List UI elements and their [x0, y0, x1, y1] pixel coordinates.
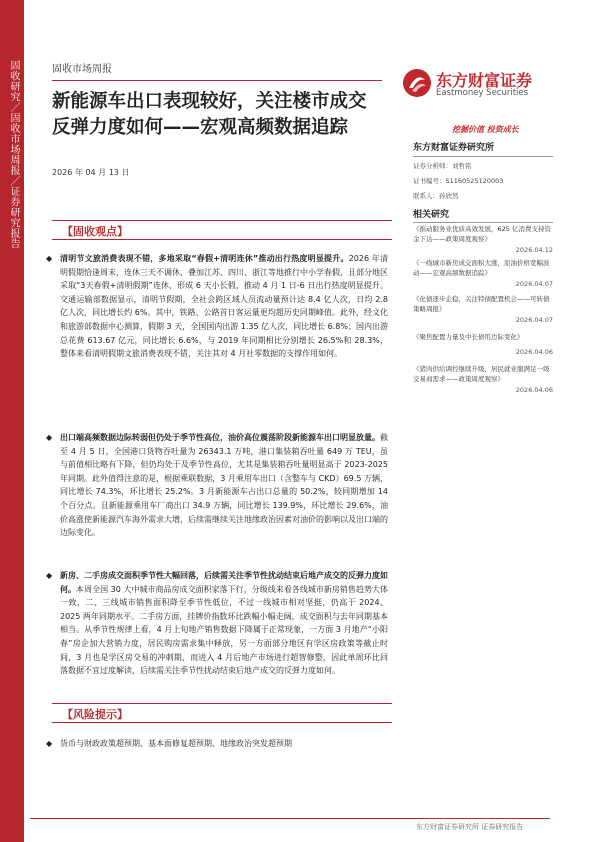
diamond-bullet-icon: ◆ — [46, 571, 53, 580]
view-paragraph-2-body: 截至 4 月 5 日，全国港口货物吞吐量为 26343.1 万吨，港口集装箱吞吐量 649 万 TEU，虽与前值相比略有下降，但仍均处于及季节性高位，尤其是集装箱吞吐量明显高于 2023-2025 年同期。此外值得注意的是，根据乘联数据，3 月乘用车出口（含整车与 CKD）69.5 万辆，同比增长 74.3%，环比增长 25.2%。3 月新能源车占出口总量的 50.2%，较同期增加 14 个百分点。且新能源乘用车厂商出口 34.9 万辆，同比增长 139.9%，环比增长 29.6%，油价高涨使新能源汽车海外需求大增，后续需继续关注地缘政治因素对油价的影响以及出口端的边际变化。 — [60, 433, 388, 538]
sidebar-band — [0, 0, 24, 842]
section-views-header — [52, 220, 392, 240]
section-views-title: 【固收观点】 — [62, 225, 128, 238]
section-risk-title: 【风险提示】 — [62, 708, 128, 721]
view-paragraph-3 — [60, 569, 388, 678]
contact-line — [413, 191, 459, 200]
view-paragraph-1 — [60, 252, 388, 361]
view-paragraph-3-lead: 新房、二手房成交面积季节性大幅回落，后续需关注季节性扰动结束后地产成交的反弹力度如何。 — [60, 571, 388, 594]
related-date: 2026.04.06 — [515, 386, 553, 394]
page-title: 新能源车出口表现较好，关注楼市成交反弹力度如何——宏观高频数据追踪 — [52, 91, 367, 138]
view-paragraph-1-body: 2026 年清明假期恰逢周末，连休三天不调休，叠加江苏、四川、浙江等地推行中小学春假，且部分地区采取“3天春假+清明假期”连休，形成 6 天小长假，推动 4 月 1 日-6 日出行热度明显提升。交通运输部数据显示，清明节假期，全社会跨区域人员流动量预计达 8.4 亿人次，日均 2.8 亿人次，同比增长约 6%。其中，铁路、公路首日客运量更均超历史同期峰值。此外，经文化和旅游部数据中心测算，假期 3 天，全国国内出游 1.35 亿人次，同比增长 6.8%；国内出游总花费 613.67 亿元，同比增长 6.6%，与 2019 年同期相比分别增长 26.5%和 28.3%，整体来看清明假期文旅消费表现不错，关注其对 4 月社零数据的支撑作用如何。 — [60, 254, 389, 359]
view-paragraph-2 — [60, 431, 388, 540]
logo-mark-icon — [402, 68, 432, 98]
risk-text: 货币与财政政策超预期、基本面修复超预期、地缘政治突发超预期 — [60, 739, 292, 748]
cert-line — [413, 176, 503, 185]
view-paragraph-2-lead: 出口端高频数据边际转弱但仍处于季节性高位，油价高位震荡阶段新能源车出口明显放量。 — [60, 433, 380, 442]
contact-label: 联系人： — [413, 192, 439, 200]
institute-name: 东方财富证券研究所 — [413, 140, 553, 157]
slogan: 挖掘价值 投资成长 — [452, 125, 519, 134]
view-paragraph-1-lead: 清明节文旅消费表现不错，多地采取“春假+清明连休”推动出行热度明显提升。 — [60, 254, 349, 263]
related-heading: 相关研究 — [413, 207, 553, 223]
diamond-bullet-icon: ◆ — [46, 739, 53, 748]
footer-text: 东方财富证券研究所 证券研究报告 — [416, 823, 524, 831]
analyst-label: 证券分析师： — [413, 162, 452, 170]
analyst-line — [413, 161, 472, 170]
related-item[interactable]: 《一线城市新房成交面积大涨，原油价格宽幅波动——宏观高频数据追踪》 — [413, 259, 550, 277]
related-date: 2026.04.07 — [515, 280, 553, 288]
diamond-bullet-icon: ◆ — [46, 254, 53, 263]
diamond-bullet-icon: ◆ — [46, 433, 53, 442]
related-item[interactable]: 《聚焦配置力量及中长债用边际变化》 — [413, 333, 524, 341]
logo-text-en: Eastmoney Securities — [436, 88, 529, 98]
analyst-name: 刘哲铭 — [452, 162, 472, 170]
footer-rule — [30, 818, 550, 819]
logo-text-cn: 东方财富证券 — [436, 71, 533, 90]
related-item[interactable]: 《化债逐步企稳，关注特债配置机会——可转债策略周报》 — [413, 295, 550, 313]
cert-value: S1160525120003 — [445, 177, 504, 185]
report-date: 2026 年 04 月 13 日 — [52, 168, 130, 177]
cert-label: 证书编号： — [413, 177, 446, 185]
section-risk-header — [52, 703, 392, 723]
report-type: 固收市场周报 — [52, 64, 112, 75]
brand-logo — [402, 66, 552, 106]
sidebar-label: 固收研究／固收市场周报／证券研究报告 — [8, 60, 19, 249]
title-rule — [52, 80, 382, 81]
related-item[interactable]: 《推动服务业优质高效发展，625 亿消费支持资金下达——政策周度观察》 — [413, 225, 551, 243]
related-item[interactable]: 《猪肉供给调控继续升级，居民就业服满足一级交易商需求——政策周度观察》 — [413, 365, 550, 383]
related-date: 2026.04.07 — [515, 316, 553, 324]
contact-name: 孙欣然 — [439, 192, 459, 200]
view-paragraph-3-body: 本周全国 30 大中城市商品房成交面积家落下行，分级线来看各线城市新房销售趋势大体一致，二、三线城市销售面积降至季节性低位，不过一线城市相对坚挺，仍高于 2024、2025 两年同期水平。二手房方面，挂牌价指数环比跌幅小幅走阔，成交面积与去年同期基本相当。从季节性规律上看，4 月上旬地产销售数据下降属于正常现象，一方面 3 月地产“小阳春”房企加大营销力度，居民购房需求集中释放，另一方面部分地区有学区房政策等截止时间，3 月也是学区房交易的冲刺期，而进入 4 月后地产市场进行超智修整，因此单周环比回落数据不宜过度解读，后续需关注季节性扰动结束后地产成交的反弹力度如何。 — [60, 584, 389, 676]
related-date: 2026.04.12 — [515, 246, 553, 254]
related-date: 2026.04.06 — [515, 348, 553, 356]
